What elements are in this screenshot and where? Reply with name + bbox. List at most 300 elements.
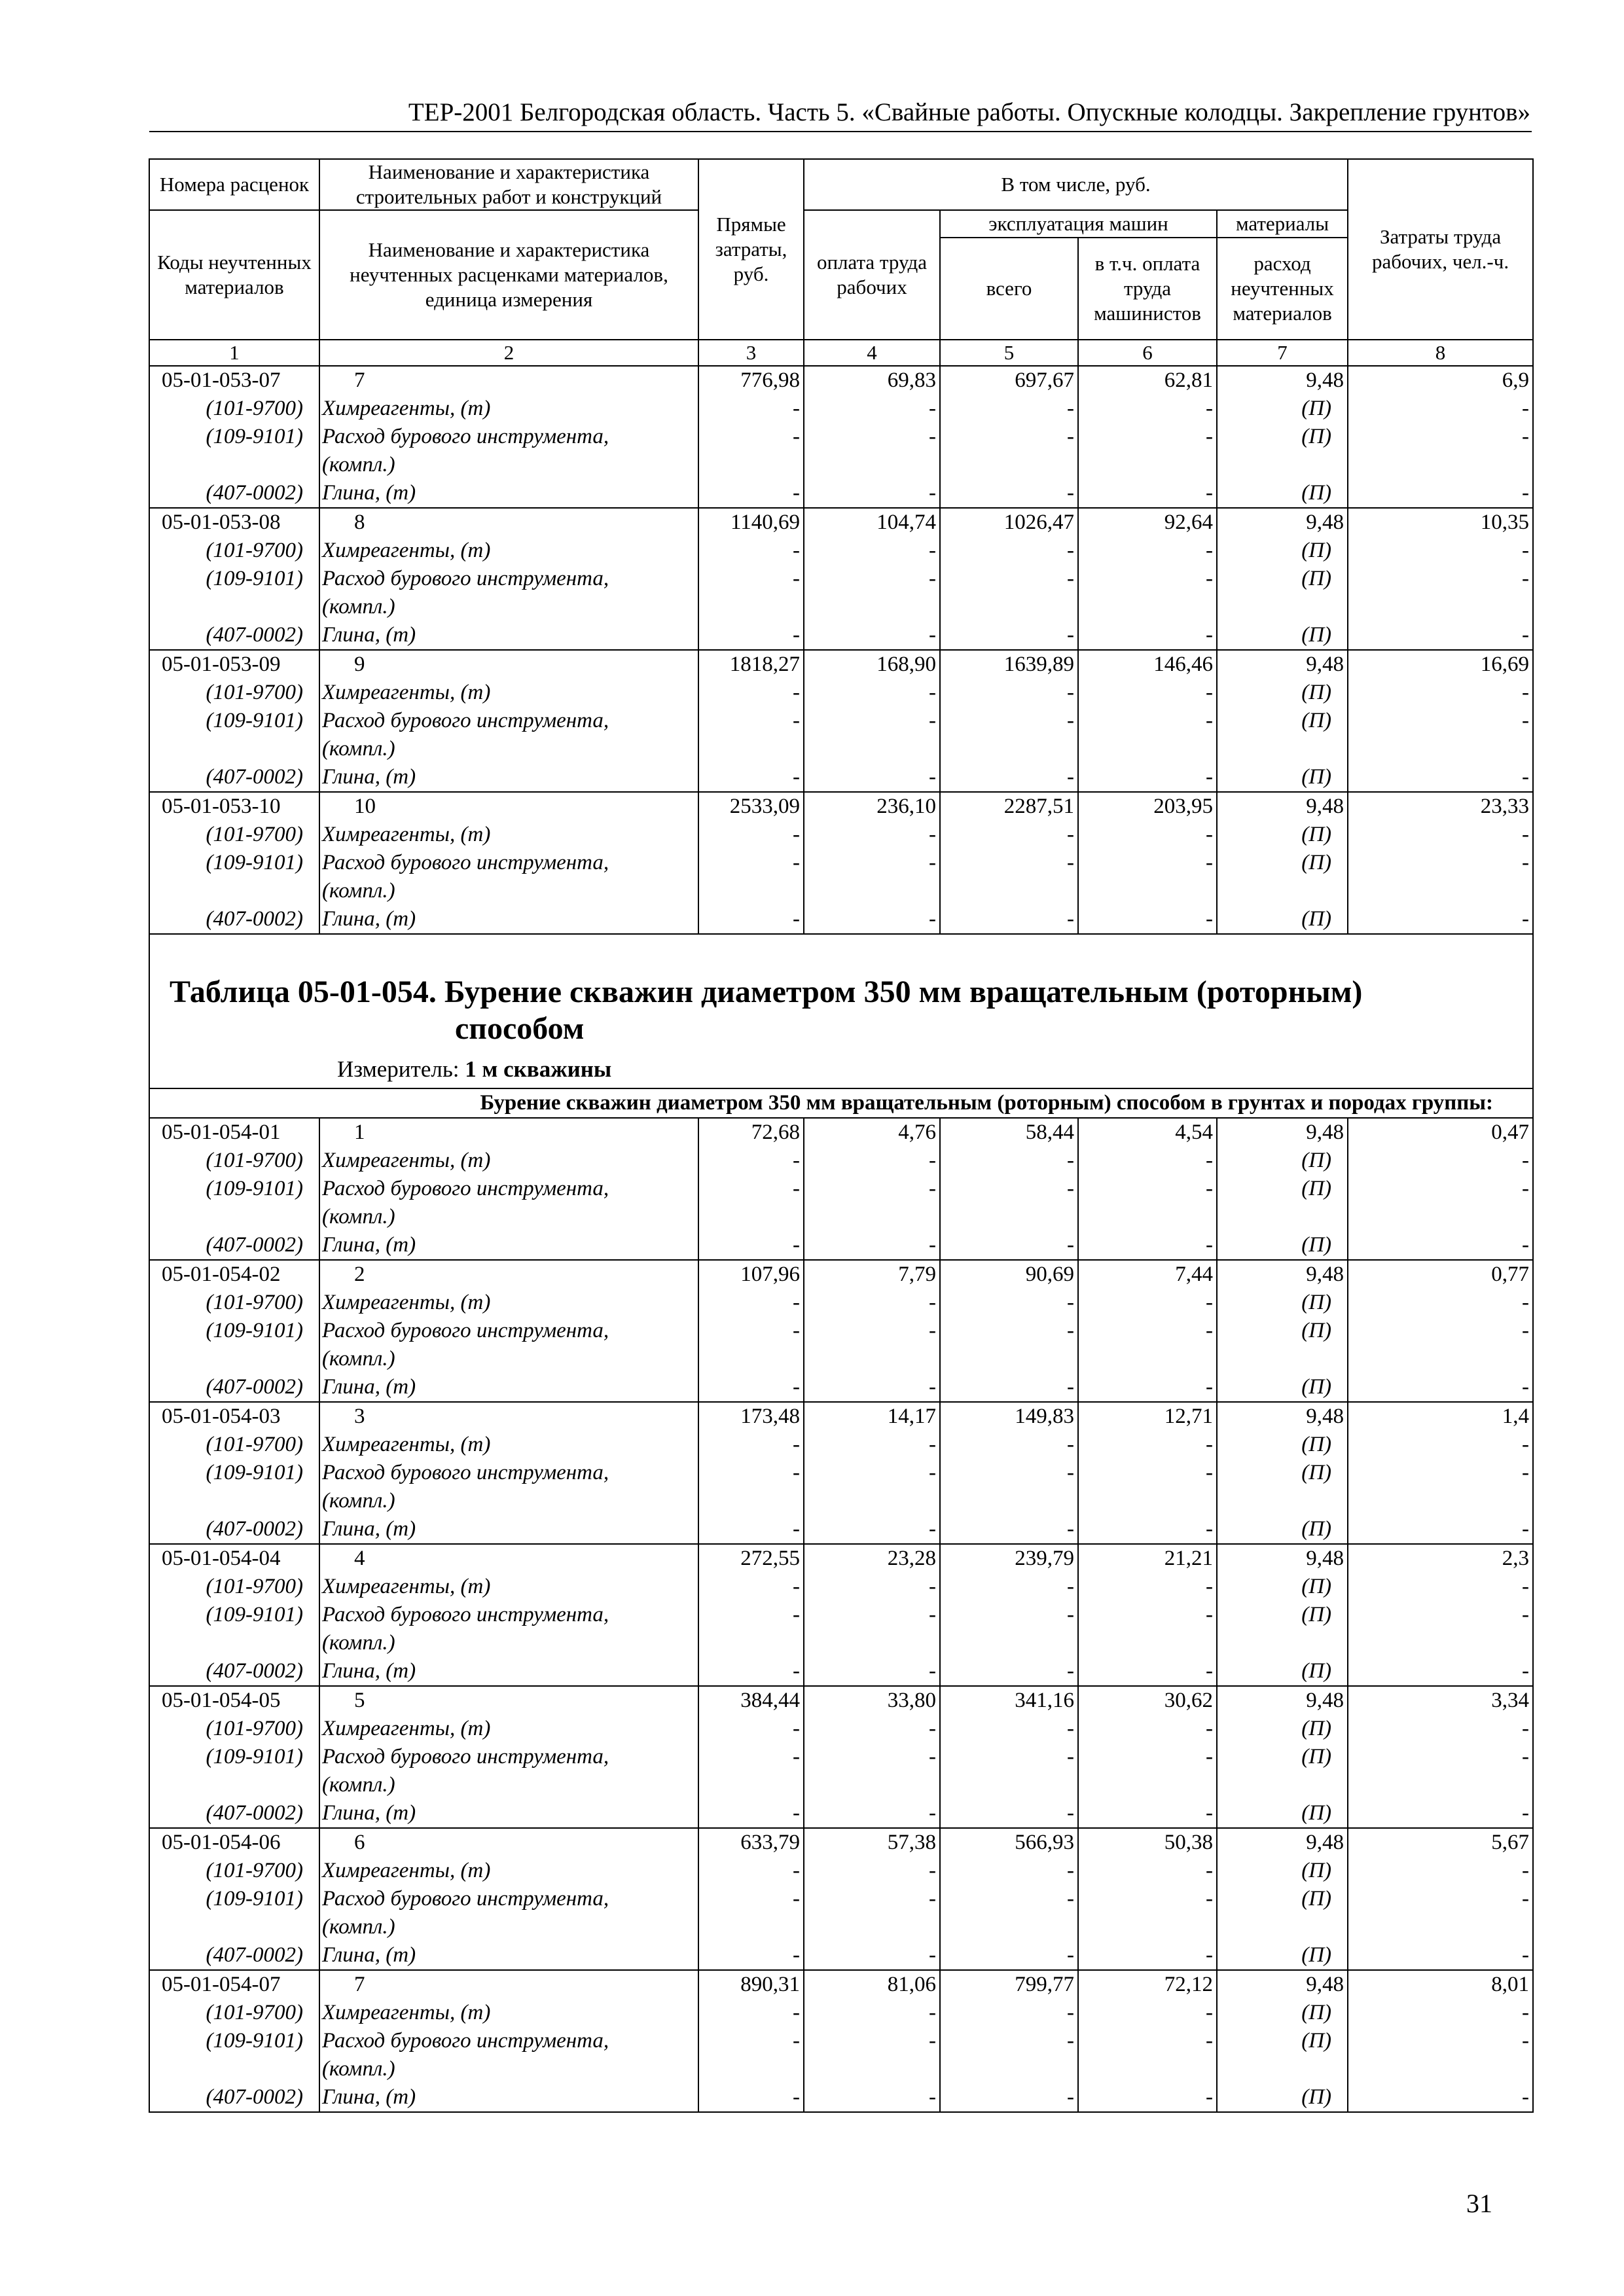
empty-value: - xyxy=(804,537,940,565)
material-code: (101-9700) xyxy=(149,1999,319,2027)
material-row xyxy=(149,1715,1533,1743)
material-mark xyxy=(1217,593,1348,621)
material-row xyxy=(149,1771,1533,1799)
machines-total: 149,83 xyxy=(940,1402,1078,1431)
empty-value: - xyxy=(1078,1573,1217,1601)
empty-value: - xyxy=(1348,1657,1533,1686)
material-name: Расход бурового инструмента, xyxy=(319,1459,698,1487)
empty-value: - xyxy=(940,821,1078,849)
empty-value: - xyxy=(940,537,1078,565)
empty-value: - xyxy=(940,1573,1078,1601)
material-code xyxy=(149,1345,319,1373)
material-code xyxy=(149,593,319,621)
labor-pay: 81,06 xyxy=(804,1970,940,1999)
material-row xyxy=(149,1573,1533,1601)
empty-value: - xyxy=(1078,707,1217,735)
material-mark: (П) xyxy=(1217,423,1348,451)
material-code: (101-9700) xyxy=(149,821,319,849)
empty-value: - xyxy=(1078,1885,1217,1913)
empty-value xyxy=(804,1345,940,1373)
empty-value: - xyxy=(698,1657,804,1686)
empty-value: - xyxy=(1348,537,1533,565)
material-row xyxy=(149,1913,1533,1941)
empty-value xyxy=(1078,1487,1217,1515)
empty-value: - xyxy=(940,2083,1078,2112)
labor-hours: 0,47 xyxy=(1348,1118,1533,1147)
empty-value: - xyxy=(698,1885,804,1913)
empty-value: - xyxy=(698,1175,804,1203)
material-name: Химреагенты, (т) xyxy=(319,821,698,849)
empty-value: - xyxy=(1078,1231,1217,1260)
empty-value: - xyxy=(804,1999,940,2027)
labor-pay: 236,10 xyxy=(804,792,940,821)
material-mark: (П) xyxy=(1217,1289,1348,1317)
empty-value: - xyxy=(804,2027,940,2055)
empty-value: - xyxy=(940,707,1078,735)
empty-value: - xyxy=(804,821,940,849)
empty-value xyxy=(698,593,804,621)
direct-cost: 384,44 xyxy=(698,1686,804,1715)
empty-value: - xyxy=(940,1231,1078,1260)
col-number: 5 xyxy=(940,340,1078,366)
material-name: Глина, (т) xyxy=(319,763,698,792)
material-mark: (П) xyxy=(1217,1601,1348,1629)
rate-row xyxy=(149,1118,1533,1147)
material-code: (101-9700) xyxy=(149,1289,319,1317)
material-mark xyxy=(1217,1913,1348,1941)
material-code: (109-9101) xyxy=(149,1885,319,1913)
machines-total: 58,44 xyxy=(940,1118,1078,1147)
machines-labor-pay: 146,46 xyxy=(1078,650,1217,679)
empty-value: - xyxy=(698,2083,804,2112)
material-row xyxy=(149,821,1533,849)
material-name: Химреагенты, (т) xyxy=(319,1857,698,1885)
empty-value: - xyxy=(804,1231,940,1260)
measure-value: 1 м скважины xyxy=(465,1056,612,1082)
rate-number: 2 xyxy=(319,1260,698,1289)
hdr-including: В том числе, руб. xyxy=(804,159,1348,210)
direct-cost: 72,68 xyxy=(698,1118,804,1147)
hdr-rate-numbers: Номера расценок xyxy=(149,159,319,210)
empty-value: - xyxy=(1078,2027,1217,2055)
rate-code: 05-01-054-07 xyxy=(149,1970,319,1999)
empty-value: - xyxy=(698,1573,804,1601)
material-name: Расход бурового инструмента, xyxy=(319,2027,698,2055)
rate-row xyxy=(149,1686,1533,1715)
materials-cost: 9,48 xyxy=(1217,1970,1348,1999)
material-name: Химреагенты, (т) xyxy=(319,1999,698,2027)
material-mark: (П) xyxy=(1217,763,1348,792)
material-name: (компл.) xyxy=(319,451,698,479)
col-number: 4 xyxy=(804,340,940,366)
rate-row xyxy=(149,1544,1533,1573)
empty-value: - xyxy=(698,537,804,565)
empty-value: - xyxy=(698,395,804,423)
empty-value xyxy=(940,1345,1078,1373)
material-row xyxy=(149,565,1533,593)
empty-value: - xyxy=(804,1799,940,1828)
empty-value: - xyxy=(940,1515,1078,1544)
material-row xyxy=(149,849,1533,877)
empty-value: - xyxy=(940,1317,1078,1345)
material-row xyxy=(149,1231,1533,1260)
labor-hours: 16,69 xyxy=(1348,650,1533,679)
empty-value: - xyxy=(698,565,804,593)
rate-code: 05-01-054-01 xyxy=(149,1118,319,1147)
material-name: Химреагенты, (т) xyxy=(319,1431,698,1459)
material-row xyxy=(149,735,1533,763)
empty-value xyxy=(1348,1771,1533,1799)
materials-cost: 9,48 xyxy=(1217,1260,1348,1289)
material-row xyxy=(149,1487,1533,1515)
labor-pay: 7,79 xyxy=(804,1260,940,1289)
material-name: Расход бурового инструмента, xyxy=(319,1601,698,1629)
material-name: Глина, (т) xyxy=(319,621,698,650)
material-code xyxy=(149,735,319,763)
material-code: (101-9700) xyxy=(149,1431,319,1459)
empty-value: - xyxy=(804,479,940,508)
empty-value: - xyxy=(1348,849,1533,877)
material-code: (109-9101) xyxy=(149,707,319,735)
rate-row xyxy=(149,1260,1533,1289)
empty-value: - xyxy=(804,1857,940,1885)
material-mark xyxy=(1217,2055,1348,2083)
machines-labor-pay: 72,12 xyxy=(1078,1970,1217,1999)
empty-value: - xyxy=(940,763,1078,792)
material-name: (компл.) xyxy=(319,1487,698,1515)
material-code xyxy=(149,1913,319,1941)
material-mark: (П) xyxy=(1217,1885,1348,1913)
material-row xyxy=(149,1743,1533,1771)
material-code xyxy=(149,1629,319,1657)
empty-value: - xyxy=(1348,1857,1533,1885)
material-code xyxy=(149,451,319,479)
material-code: (109-9101) xyxy=(149,1601,319,1629)
empty-value xyxy=(940,735,1078,763)
labor-pay: 23,28 xyxy=(804,1544,940,1573)
hdr-materials: материалы xyxy=(1217,210,1348,238)
materials-cost: 9,48 xyxy=(1217,1402,1348,1431)
hdr-material-names: Наименование и характеристика неучтенных расценками материалов, единица измерения xyxy=(319,210,698,340)
material-code: (407-0002) xyxy=(149,1373,319,1402)
empty-value: - xyxy=(940,679,1078,707)
machines-labor-pay: 12,71 xyxy=(1078,1402,1217,1431)
empty-value: - xyxy=(1348,1317,1533,1345)
machines-labor-pay: 4,54 xyxy=(1078,1118,1217,1147)
material-row xyxy=(149,2055,1533,2083)
empty-value xyxy=(804,1771,940,1799)
material-row xyxy=(149,679,1533,707)
material-name: Глина, (т) xyxy=(319,1799,698,1828)
empty-value: - xyxy=(940,423,1078,451)
empty-value xyxy=(804,877,940,905)
empty-value xyxy=(1078,1629,1217,1657)
labor-pay: 14,17 xyxy=(804,1402,940,1431)
materials-cost: 9,48 xyxy=(1217,508,1348,537)
material-row xyxy=(149,707,1533,735)
empty-value: - xyxy=(1078,1317,1217,1345)
empty-value: - xyxy=(698,1999,804,2027)
empty-value: - xyxy=(804,1289,940,1317)
material-mark: (П) xyxy=(1217,1373,1348,1402)
material-code: (109-9101) xyxy=(149,849,319,877)
material-mark: (П) xyxy=(1217,1515,1348,1544)
empty-value: - xyxy=(698,707,804,735)
material-row xyxy=(149,763,1533,792)
material-name: Химреагенты, (т) xyxy=(319,1289,698,1317)
material-row xyxy=(149,1203,1533,1231)
labor-hours: 23,33 xyxy=(1348,792,1533,821)
material-name: Глина, (т) xyxy=(319,905,698,934)
empty-value: - xyxy=(1348,1515,1533,1544)
material-code: (407-0002) xyxy=(149,1515,319,1544)
rate-number: 8 xyxy=(319,508,698,537)
material-code: (407-0002) xyxy=(149,1799,319,1828)
empty-value: - xyxy=(1348,1373,1533,1402)
empty-value: - xyxy=(1348,1885,1533,1913)
empty-value: - xyxy=(940,1175,1078,1203)
material-name: Расход бурового инструмента, xyxy=(319,1175,698,1203)
empty-value xyxy=(804,593,940,621)
empty-value: - xyxy=(1078,1601,1217,1629)
material-code: (109-9101) xyxy=(149,1743,319,1771)
material-name: (компл.) xyxy=(319,2055,698,2083)
empty-value xyxy=(804,1629,940,1657)
empty-value: - xyxy=(1078,905,1217,934)
material-row xyxy=(149,1657,1533,1686)
rate-number: 9 xyxy=(319,650,698,679)
rates-table xyxy=(149,158,1534,2113)
material-name: Химреагенты, (т) xyxy=(319,1715,698,1743)
empty-value: - xyxy=(804,423,940,451)
empty-value xyxy=(1078,451,1217,479)
machines-total: 1639,89 xyxy=(940,650,1078,679)
empty-value: - xyxy=(698,1515,804,1544)
empty-value: - xyxy=(1348,1743,1533,1771)
empty-value: - xyxy=(804,1941,940,1970)
material-code: (109-9101) xyxy=(149,423,319,451)
empty-value: - xyxy=(698,1715,804,1743)
labor-pay: 57,38 xyxy=(804,1828,940,1857)
material-mark: (П) xyxy=(1217,537,1348,565)
empty-value: - xyxy=(698,1147,804,1175)
material-name: Расход бурового инструмента, xyxy=(319,707,698,735)
material-row xyxy=(149,1857,1533,1885)
material-mark: (П) xyxy=(1217,395,1348,423)
empty-value: - xyxy=(1078,395,1217,423)
materials-cost: 9,48 xyxy=(1217,1544,1348,1573)
page-number: 31 xyxy=(1466,2189,1492,2218)
material-mark: (П) xyxy=(1217,1657,1348,1686)
empty-value: - xyxy=(940,1999,1078,2027)
material-name: Расход бурового инструмента, xyxy=(319,1885,698,1913)
empty-value: - xyxy=(1348,1175,1533,1203)
rate-code: 05-01-053-08 xyxy=(149,508,319,537)
empty-value: - xyxy=(1078,763,1217,792)
material-code: (407-0002) xyxy=(149,905,319,934)
rate-number: 6 xyxy=(319,1828,698,1857)
empty-value: - xyxy=(1078,821,1217,849)
material-mark: (П) xyxy=(1217,1431,1348,1459)
empty-value xyxy=(1078,1913,1217,1941)
hdr-machines-pay: в т.ч. оплата труда машинистов xyxy=(1078,238,1217,340)
material-code: (407-0002) xyxy=(149,621,319,650)
material-name: Расход бурового инструмента, xyxy=(319,423,698,451)
material-row xyxy=(149,1175,1533,1203)
material-row xyxy=(149,1289,1533,1317)
material-name: Глина, (т) xyxy=(319,1515,698,1544)
empty-value xyxy=(698,1487,804,1515)
material-mark: (П) xyxy=(1217,1317,1348,1345)
empty-value: - xyxy=(698,2027,804,2055)
empty-value xyxy=(1078,2055,1217,2083)
empty-value xyxy=(940,451,1078,479)
running-header: ТЕР-2001 Белгородская область. Часть 5. «Свайные работы. Опускные колодцы. Закрепление грунтов» xyxy=(408,98,1530,126)
hdr-machines-total: всего xyxy=(940,238,1078,340)
material-mark xyxy=(1217,1487,1348,1515)
rate-code: 05-01-054-06 xyxy=(149,1828,319,1857)
empty-value xyxy=(1348,877,1533,905)
empty-value xyxy=(940,1487,1078,1515)
machines-total: 90,69 xyxy=(940,1260,1078,1289)
rate-number: 1 xyxy=(319,1118,698,1147)
rate-number: 3 xyxy=(319,1402,698,1431)
material-code: (101-9700) xyxy=(149,1715,319,1743)
rate-code: 05-01-054-05 xyxy=(149,1686,319,1715)
empty-value: - xyxy=(1348,1231,1533,1260)
material-code: (101-9700) xyxy=(149,395,319,423)
empty-value: - xyxy=(1348,905,1533,934)
col-number: 2 xyxy=(319,340,698,366)
rate-row xyxy=(149,1402,1533,1431)
empty-value xyxy=(940,1771,1078,1799)
empty-value xyxy=(1078,735,1217,763)
col-number: 7 xyxy=(1217,340,1348,366)
empty-value: - xyxy=(698,763,804,792)
empty-value: - xyxy=(1348,621,1533,650)
machines-labor-pay: 92,64 xyxy=(1078,508,1217,537)
measure-unit xyxy=(150,1047,1532,1088)
material-name: (компл.) xyxy=(319,877,698,905)
empty-value: - xyxy=(1078,1999,1217,2027)
empty-value: - xyxy=(940,905,1078,934)
material-mark xyxy=(1217,1771,1348,1799)
table-05-01-053-rows xyxy=(149,366,1533,934)
material-mark: (П) xyxy=(1217,565,1348,593)
material-mark: (П) xyxy=(1217,1857,1348,1885)
material-row xyxy=(149,451,1533,479)
empty-value: - xyxy=(1078,2083,1217,2112)
labor-pay: 4,76 xyxy=(804,1118,940,1147)
material-mark xyxy=(1217,1345,1348,1373)
material-mark xyxy=(1217,451,1348,479)
material-code: (407-0002) xyxy=(149,479,319,508)
empty-value: - xyxy=(940,1941,1078,1970)
material-mark: (П) xyxy=(1217,821,1348,849)
empty-value: - xyxy=(940,1799,1078,1828)
materials-cost: 9,48 xyxy=(1217,792,1348,821)
rate-code: 05-01-054-04 xyxy=(149,1544,319,1573)
material-name: Глина, (т) xyxy=(319,479,698,508)
table-header xyxy=(149,159,1533,366)
material-code: (109-9101) xyxy=(149,1459,319,1487)
empty-value: - xyxy=(1348,1601,1533,1629)
empty-value: - xyxy=(698,905,804,934)
materials-cost: 9,48 xyxy=(1217,650,1348,679)
empty-value: - xyxy=(1078,1431,1217,1459)
material-row xyxy=(149,1373,1533,1402)
empty-value: - xyxy=(1348,1289,1533,1317)
empty-value: - xyxy=(698,1799,804,1828)
material-name: Глина, (т) xyxy=(319,1373,698,1402)
material-mark xyxy=(1217,735,1348,763)
table-05-01-054-title-block xyxy=(149,934,1533,1118)
empty-value: - xyxy=(1078,1147,1217,1175)
empty-value: - xyxy=(1348,1147,1533,1175)
machines-total: 1026,47 xyxy=(940,508,1078,537)
rate-row xyxy=(149,792,1533,821)
empty-value xyxy=(940,593,1078,621)
material-name: (компл.) xyxy=(319,1771,698,1799)
rate-code: 05-01-053-09 xyxy=(149,650,319,679)
empty-value xyxy=(1078,1771,1217,1799)
direct-cost: 890,31 xyxy=(698,1970,804,1999)
empty-value: - xyxy=(1348,1999,1533,2027)
empty-value: - xyxy=(804,1431,940,1459)
rate-code: 05-01-054-02 xyxy=(149,1260,319,1289)
rate-code: 05-01-054-03 xyxy=(149,1402,319,1431)
material-code: (101-9700) xyxy=(149,1573,319,1601)
empty-value: - xyxy=(698,1459,804,1487)
empty-value: - xyxy=(940,1857,1078,1885)
material-mark: (П) xyxy=(1217,1799,1348,1828)
direct-cost: 2533,09 xyxy=(698,792,804,821)
direct-cost: 633,79 xyxy=(698,1828,804,1857)
direct-cost: 776,98 xyxy=(698,366,804,395)
empty-value xyxy=(698,1771,804,1799)
empty-value: - xyxy=(804,905,940,934)
empty-value: - xyxy=(804,1317,940,1345)
group-caption: Бурение скважин диаметром 350 мм вращательным (роторным) способом в грунтах и породах группы: xyxy=(149,1088,1533,1118)
empty-value: - xyxy=(804,1175,940,1203)
material-code: (101-9700) xyxy=(149,1147,319,1175)
labor-pay: 33,80 xyxy=(804,1686,940,1715)
empty-value: - xyxy=(804,1573,940,1601)
empty-value: - xyxy=(1078,1459,1217,1487)
empty-value: - xyxy=(940,1147,1078,1175)
empty-value: - xyxy=(1078,1941,1217,1970)
material-mark xyxy=(1217,1629,1348,1657)
empty-value: - xyxy=(698,423,804,451)
empty-value: - xyxy=(804,395,940,423)
hdr-labor-pay: оплата труда рабочих xyxy=(804,210,940,340)
empty-value: - xyxy=(1348,2027,1533,2055)
material-mark: (П) xyxy=(1217,1175,1348,1203)
empty-value: - xyxy=(1078,1715,1217,1743)
material-mark: (П) xyxy=(1217,1573,1348,1601)
material-row xyxy=(149,2083,1533,2112)
materials-cost: 9,48 xyxy=(1217,1118,1348,1147)
labor-pay: 168,90 xyxy=(804,650,940,679)
empty-value xyxy=(698,451,804,479)
empty-value xyxy=(804,1487,940,1515)
material-code: (109-9101) xyxy=(149,565,319,593)
material-code xyxy=(149,1203,319,1231)
rate-row xyxy=(149,650,1533,679)
material-mark xyxy=(1217,1203,1348,1231)
empty-value xyxy=(1348,1203,1533,1231)
material-row xyxy=(149,1147,1533,1175)
